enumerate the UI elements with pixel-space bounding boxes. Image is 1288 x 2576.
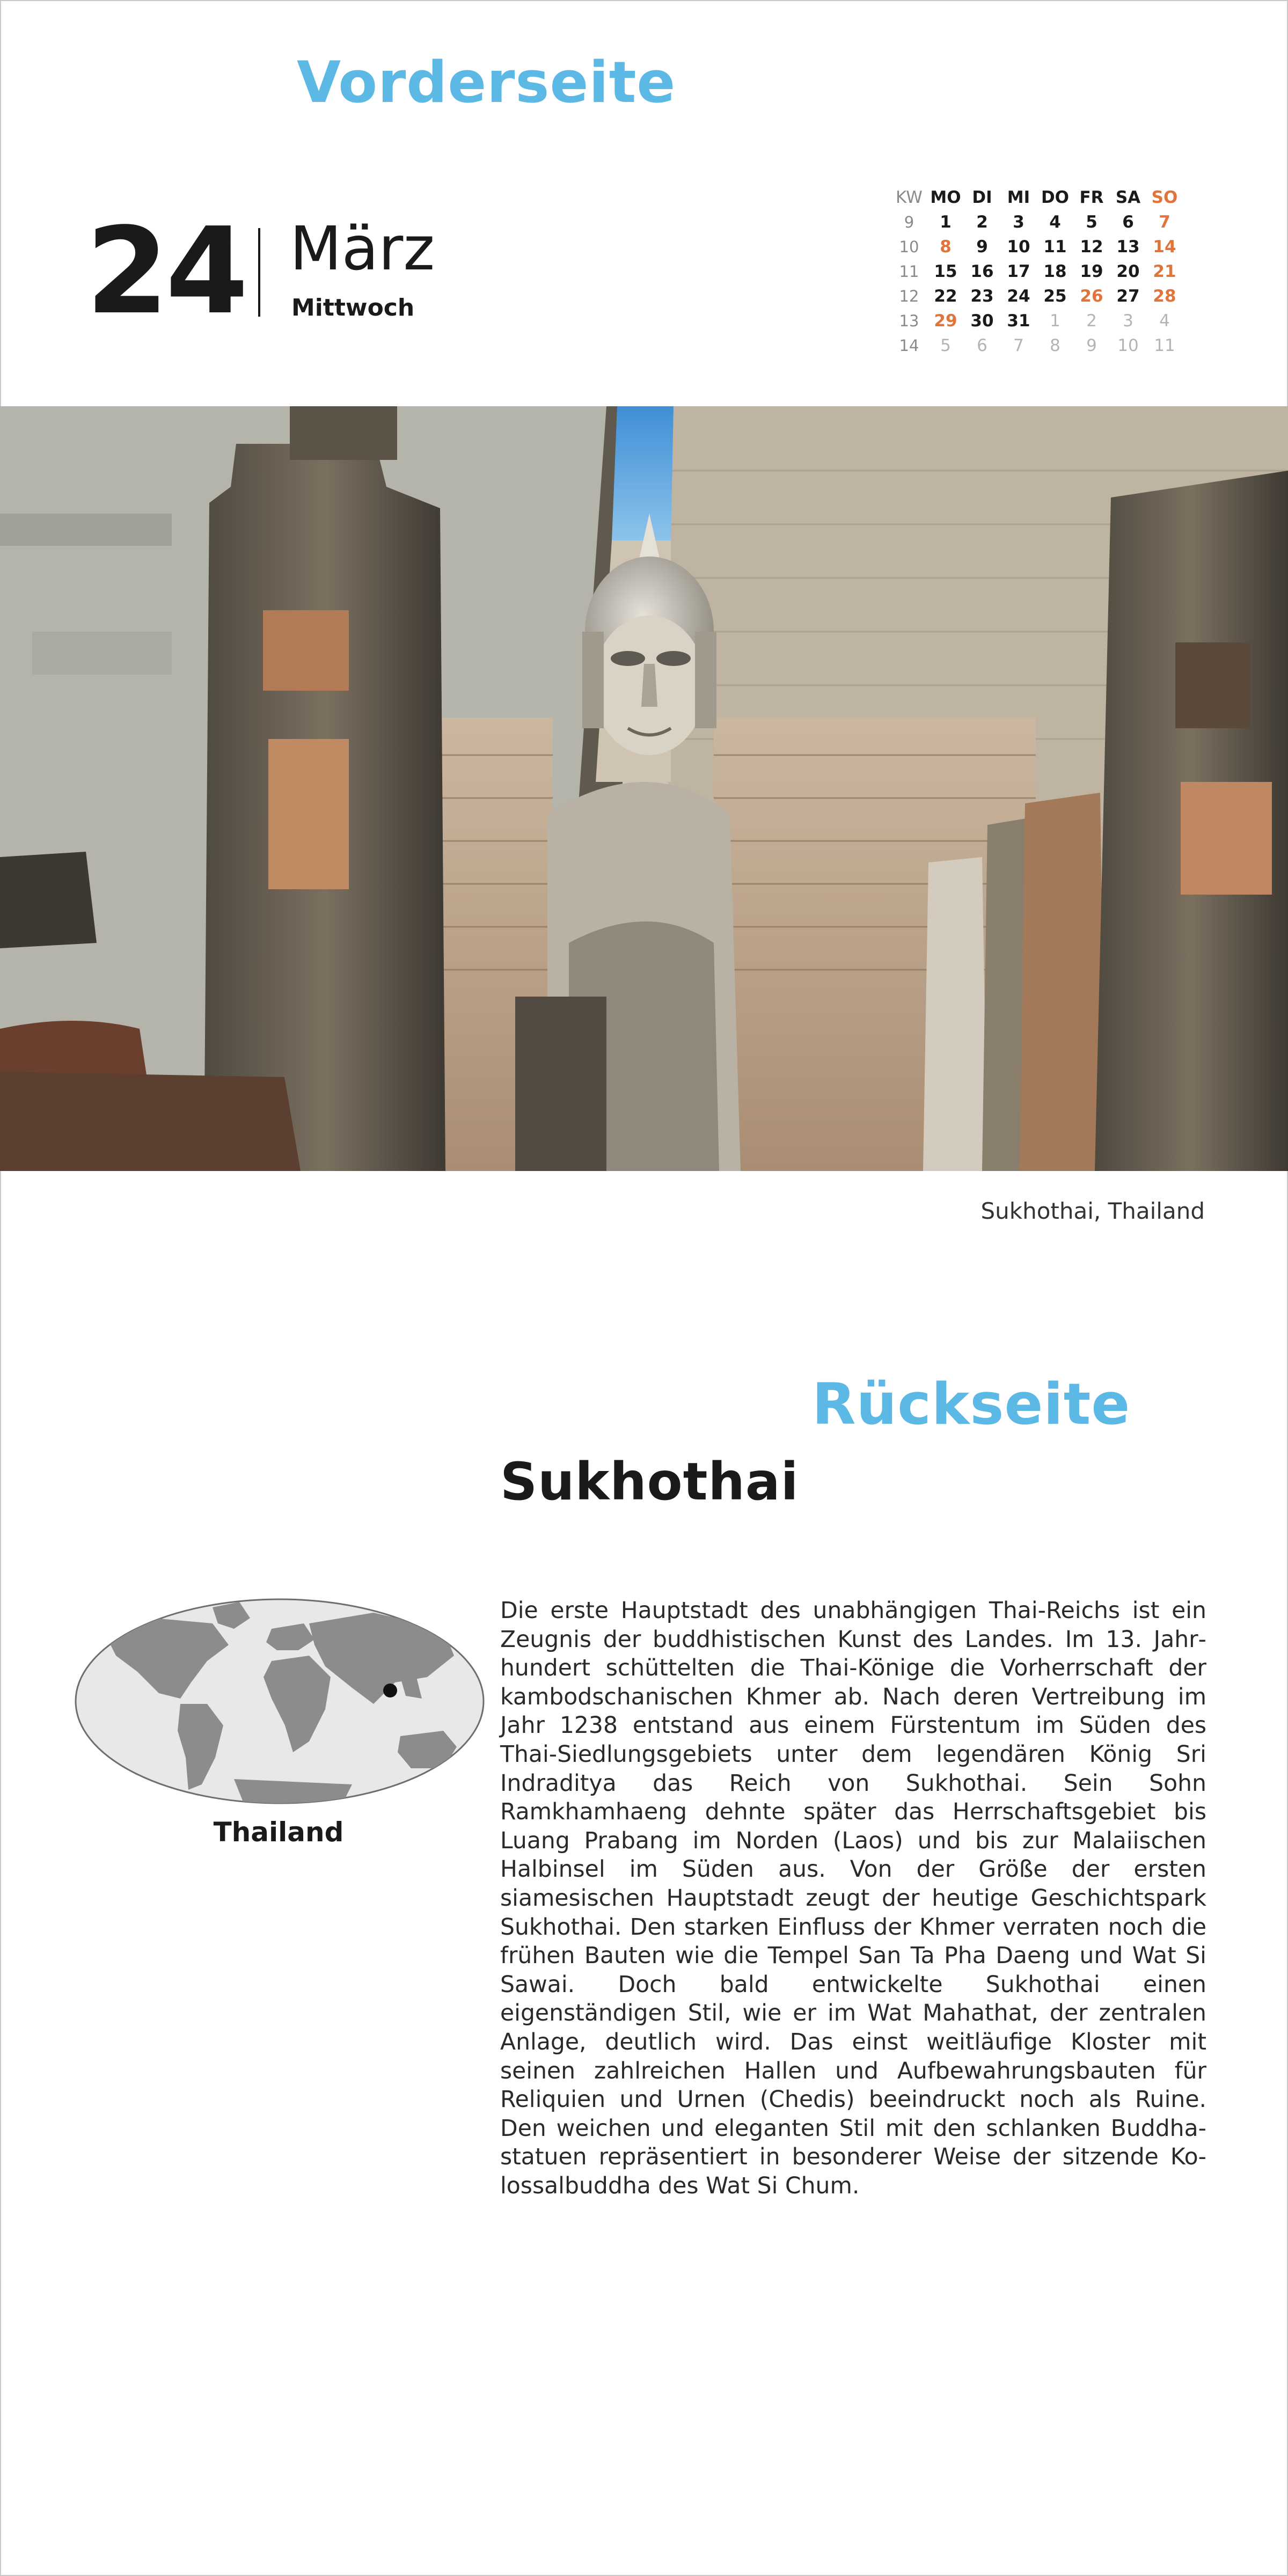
calendar-day: 2 bbox=[1086, 311, 1097, 331]
calendar-day: 20 bbox=[1116, 262, 1140, 281]
calendar-header-di: DI bbox=[972, 188, 992, 207]
calendar-day: 11 bbox=[1154, 336, 1175, 355]
calendar-day: 4 bbox=[1049, 213, 1061, 232]
calendar-day: 17 bbox=[1007, 262, 1030, 281]
calendar-day: 16 bbox=[970, 262, 994, 281]
calendar-day: 14 bbox=[1153, 237, 1176, 257]
back-side-label: Rückseite bbox=[812, 1371, 1131, 1437]
calendar-week-number: 13 bbox=[899, 312, 919, 330]
calendar-day: 1 bbox=[940, 213, 952, 232]
calendar-header-fr: FR bbox=[1079, 188, 1104, 207]
calendar-day: 24 bbox=[1007, 287, 1030, 306]
map-label: Thailand bbox=[213, 1817, 344, 1848]
calendar-day: 29 bbox=[934, 311, 957, 331]
calendar-day: 25 bbox=[1043, 287, 1067, 306]
day-number: 24 bbox=[86, 202, 245, 341]
front-side-label: Vorderseite bbox=[297, 49, 676, 115]
buddha-temple-illustration bbox=[0, 406, 1288, 1171]
world-map-svg bbox=[73, 1597, 486, 1806]
month-name: März bbox=[290, 214, 435, 284]
calendar-week-number: 11 bbox=[899, 262, 919, 281]
calendar-header-mo: MO bbox=[930, 188, 961, 207]
calendar-day: 28 bbox=[1153, 287, 1176, 306]
calendar-day: 2 bbox=[976, 213, 988, 232]
calendar-week-number: 10 bbox=[899, 238, 919, 256]
photo-caption: Sukhothai, Thailand bbox=[980, 1198, 1205, 1224]
calendar-week-row bbox=[891, 259, 1183, 284]
thailand-marker bbox=[383, 1684, 397, 1697]
sukhothai-photo bbox=[0, 406, 1288, 1171]
date-divider bbox=[258, 228, 260, 317]
calendar-header-sa: SA bbox=[1115, 188, 1141, 207]
calendar-day: 12 bbox=[1080, 237, 1103, 257]
calendar-day: 21 bbox=[1153, 262, 1176, 281]
calendar-week-row bbox=[891, 210, 1183, 235]
calendar-day: 27 bbox=[1116, 287, 1140, 306]
calendar-day: 13 bbox=[1116, 237, 1140, 257]
calendar-day: 23 bbox=[970, 287, 994, 306]
calendar-week-row bbox=[891, 333, 1183, 358]
calendar-week-row bbox=[891, 284, 1183, 309]
calendar-day: 30 bbox=[970, 311, 994, 331]
calendar-week-row bbox=[891, 309, 1183, 333]
calendar-day: 4 bbox=[1159, 311, 1170, 331]
article-body: Die erste Hauptstadt des unabhängigen Thai-Reichs ist ein Zeugnis der buddhistischen Kunst des Landes. Im 13. Jahrhundert schüttelten die Thai-Könige die Vorherrschaft der kambodschanischen Khmer ab. Nach deren Vertreibung im Jahr 1238 entstand aus einem Fürstentum im Süden des Thai-Siedlungsgebiets unter dem legendären König Sri Indraditya das Reich von Sukhothai. Sein Sohn Ramkhamhaeng dehnte später das Herrschaftsgebiet bis Luang Prabang im Norden (Laos) und bis zur Malaiischen Halbinsel im Süden aus. Von der Größe der ersten siamesischen Hauptstadt zeugt der heutige Geschichtspark Sukhothai. Den starken Einfluss der Khmer verraten noch die frühen Bauten wie die Tempel San Ta Pha Daeng und Wat Si Sawai. Doch bald entwickelte Sukhothai einen eigenständigen Stil, wie er im Wat Mahathat, der zentralen Anlage, deutlich wird. Das einst weitläufige Kloster mit seinen zahlreichen Hallen und Aufbewahrungsbauten für Reliquien und Urnen (Chedis) beeindruckt noch als Ruine. Den weichen und eleganten Stil mit den schlanken Buddhastatuen repräsentiert in besonderer Weise der sitzende Kolossalbuddha des Wat Si Chum. bbox=[500, 1598, 1206, 2199]
calendar-week-number: 14 bbox=[899, 336, 919, 355]
calendar-day: 18 bbox=[1043, 262, 1067, 281]
calendar-day: 7 bbox=[1013, 336, 1024, 355]
mini-calendar bbox=[891, 185, 1183, 358]
calendar-day: 5 bbox=[1086, 213, 1097, 232]
calendar-header-kw: KW bbox=[896, 188, 923, 207]
calendar-header-row bbox=[891, 185, 1183, 210]
calendar-day: 11 bbox=[1043, 237, 1067, 257]
calendar-day: 9 bbox=[976, 237, 988, 257]
calendar-day: 7 bbox=[1159, 213, 1170, 232]
calendar-day: 26 bbox=[1080, 287, 1103, 306]
calendar-day: 15 bbox=[934, 262, 957, 281]
calendar-day: 8 bbox=[1050, 336, 1060, 355]
calendar-day: 31 bbox=[1007, 311, 1030, 331]
article-title: Sukhothai bbox=[500, 1452, 799, 1512]
calendar-body bbox=[891, 210, 1183, 358]
calendar-day: 1 bbox=[1050, 311, 1060, 331]
calendar-day: 3 bbox=[1123, 311, 1133, 331]
calendar-day: 19 bbox=[1080, 262, 1103, 281]
calendar-day: 6 bbox=[1122, 213, 1134, 232]
calendar-day: 3 bbox=[1013, 213, 1024, 232]
calendar-day: 10 bbox=[1117, 336, 1139, 355]
calendar-day: 10 bbox=[1007, 237, 1030, 257]
calendar-header-mi: MI bbox=[1007, 188, 1030, 207]
weekday-name: Mittwoch bbox=[291, 294, 415, 321]
world-map-icon bbox=[73, 1597, 486, 1808]
calendar-day: 22 bbox=[934, 287, 957, 306]
calendar-week-number: 12 bbox=[899, 287, 919, 305]
calendar-week-number: 9 bbox=[904, 213, 914, 231]
calendar-header-so: SO bbox=[1151, 188, 1178, 207]
calendar-week-row bbox=[891, 235, 1183, 259]
calendar-day: 5 bbox=[940, 336, 951, 355]
calendar-day: 8 bbox=[940, 237, 952, 257]
calendar-header-do: DO bbox=[1041, 188, 1070, 207]
calendar-day: 9 bbox=[1086, 336, 1097, 355]
calendar-day: 6 bbox=[977, 336, 987, 355]
